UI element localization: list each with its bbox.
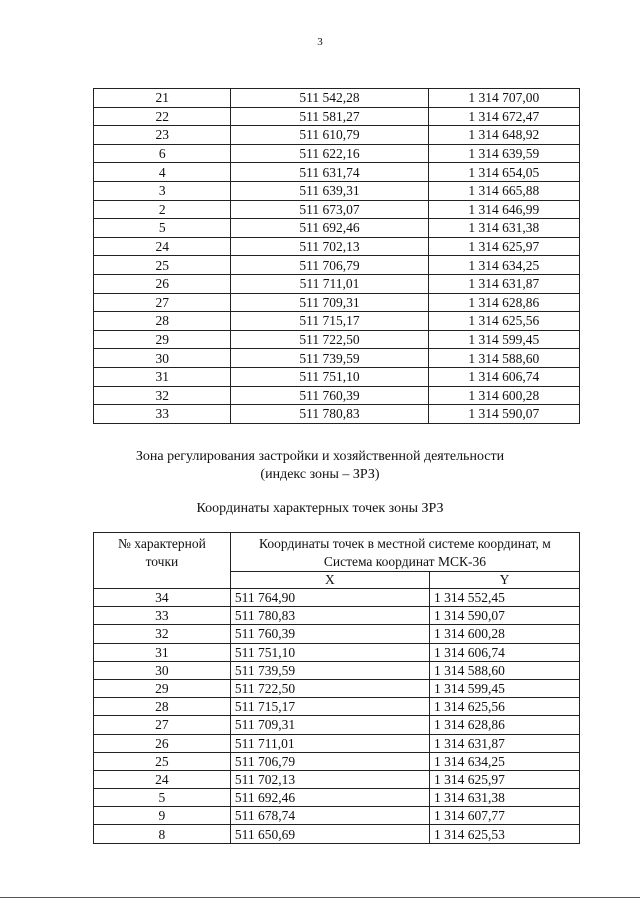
table-row: [94, 589, 580, 607]
point-number-cell: 9: [94, 807, 231, 825]
point-number-cell: 31: [94, 367, 231, 386]
table-row: [94, 181, 580, 200]
table-row: [94, 237, 580, 256]
table-row: [94, 126, 580, 145]
point-number-cell: 29: [94, 679, 231, 697]
table-row: [94, 200, 580, 219]
point-number-cell: 32: [94, 386, 231, 405]
x-coordinate-cell: 511 715,17: [231, 312, 428, 331]
point-number-cell: 29: [94, 330, 231, 349]
table-row: [94, 312, 580, 331]
point-number-cell: 27: [94, 716, 231, 734]
table-row: [94, 367, 580, 386]
point-number-cell: 3: [94, 181, 231, 200]
point-number-cell: 33: [94, 607, 231, 625]
y-coordinate-cell: 1 314 707,00: [428, 89, 579, 108]
x-coordinate-cell: 511 722,50: [231, 330, 428, 349]
point-number-cell: 34: [94, 589, 231, 607]
point-number-cell: 4: [94, 163, 231, 182]
y-coordinate-cell: 1 314 590,07: [429, 607, 579, 625]
x-coordinate-cell: 511 706,79: [230, 752, 429, 770]
table-row: [94, 734, 580, 752]
table-row: [94, 330, 580, 349]
coordinates-title: Координаты характерных точек зоны ЗРЗ: [196, 501, 444, 516]
x-coordinate-cell: 511 631,74: [231, 163, 428, 182]
table-row: [94, 825, 580, 843]
y-coordinate-cell: 1 314 631,87: [428, 274, 579, 293]
x-coordinate-cell: 511 709,31: [230, 716, 429, 734]
point-number-cell: 5: [94, 789, 231, 807]
table-row: [94, 661, 580, 679]
point-number-cell: 26: [94, 734, 231, 752]
header-coordinates: [230, 533, 579, 572]
point-number-cell: 33: [94, 405, 231, 424]
point-number-cell: 23: [94, 126, 231, 145]
x-coordinate-cell: 511 639,31: [231, 181, 428, 200]
table-row: [94, 386, 580, 405]
x-coordinate-cell: 511 542,28: [231, 89, 428, 108]
y-coordinate-cell: 1 314 631,87: [429, 734, 579, 752]
point-number-cell: 31: [94, 643, 231, 661]
y-coordinate-cell: 1 314 665,88: [428, 181, 579, 200]
x-coordinate-cell: 511 760,39: [231, 386, 428, 405]
y-coordinate-cell: 1 314 648,92: [428, 126, 579, 145]
y-coordinate-cell: 1 314 654,05: [428, 163, 579, 182]
y-coordinate-cell: 1 314 631,38: [429, 789, 579, 807]
point-number-cell: 28: [94, 312, 231, 331]
x-coordinate-cell: 511 760,39: [230, 625, 429, 643]
point-number-cell: 24: [94, 770, 231, 788]
zone-title: Зона регулирования застройки и хозяйственной деятельности: [135, 449, 505, 464]
coordinates-table-continued: [93, 88, 580, 424]
y-coordinate-cell: 1 314 600,28: [429, 625, 579, 643]
point-number-cell: 21: [94, 89, 231, 108]
x-coordinate-cell: 511 711,01: [231, 274, 428, 293]
x-coordinate-cell: 511 751,10: [230, 643, 429, 661]
y-coordinate-cell: 1 314 631,38: [428, 219, 579, 238]
x-coordinate-cell: 511 739,59: [230, 661, 429, 679]
table-row: [94, 274, 580, 293]
table-row: [94, 405, 580, 424]
table-row: [94, 789, 580, 807]
point-number-cell: 26: [94, 274, 231, 293]
table-row: [94, 607, 580, 625]
x-coordinate-cell: 511 581,27: [231, 107, 428, 126]
table-row: [94, 698, 580, 716]
y-coordinate-cell: 1 314 628,86: [428, 293, 579, 312]
y-coordinate-cell: 1 314 606,74: [428, 367, 579, 386]
y-coordinate-cell: 1 314 625,97: [428, 237, 579, 256]
table2-header-row: [94, 533, 580, 572]
x-coordinate-cell: 511 709,31: [231, 293, 428, 312]
x-coordinate-cell: 511 739,59: [231, 349, 428, 368]
x-coordinate-cell: 511 678,74: [230, 807, 429, 825]
point-number-cell: 25: [94, 256, 231, 275]
y-coordinate-cell: 1 314 588,60: [429, 661, 579, 679]
table-row: [94, 625, 580, 643]
point-number-cell: 27: [94, 293, 231, 312]
point-number-cell: 30: [94, 349, 231, 368]
x-coordinate-cell: 511 650,69: [230, 825, 429, 843]
x-coordinate-cell: 511 711,01: [230, 734, 429, 752]
header-point-line2: точки: [145, 554, 179, 569]
table-row: [94, 163, 580, 182]
table-row: [94, 643, 580, 661]
y-coordinate-cell: 1 314 625,53: [429, 825, 579, 843]
x-coordinate-cell: 511 702,13: [230, 770, 429, 788]
x-coordinate-cell: 511 715,17: [230, 698, 429, 716]
x-coordinate-cell: 511 692,46: [230, 789, 429, 807]
y-coordinate-cell: 1 314 672,47: [428, 107, 579, 126]
table-row: [94, 807, 580, 825]
header-y: Y: [429, 572, 579, 589]
x-coordinate-cell: 511 610,79: [231, 126, 428, 145]
header-point-number: [94, 533, 231, 589]
x-coordinate-cell: 511 722,50: [230, 679, 429, 697]
table-row: [94, 144, 580, 163]
header-x: X: [230, 572, 429, 589]
y-coordinate-cell: 1 314 634,25: [428, 256, 579, 275]
x-coordinate-cell: 511 692,46: [231, 219, 428, 238]
y-coordinate-cell: 1 314 606,74: [429, 643, 579, 661]
y-coordinate-cell: 1 314 625,56: [429, 698, 579, 716]
point-number-cell: 30: [94, 661, 231, 679]
table1-body: [94, 89, 580, 424]
point-number-cell: 8: [94, 825, 231, 843]
y-coordinate-cell: 1 314 625,56: [428, 312, 579, 331]
table-row: [94, 770, 580, 788]
table-row: [94, 716, 580, 734]
y-coordinate-cell: 1 314 600,28: [428, 386, 579, 405]
table2-body: [94, 589, 580, 844]
zone-index: (индекс зоны – ЗРЗ): [260, 467, 380, 482]
point-number-cell: 32: [94, 625, 231, 643]
footer-divider: [0, 897, 640, 898]
x-coordinate-cell: 511 780,83: [230, 607, 429, 625]
header-coords-line1: Координаты точек в местной системе координат, м: [259, 536, 551, 551]
x-coordinate-cell: 511 764,90: [230, 589, 429, 607]
header-point-line1: № характерной: [118, 536, 206, 551]
table-row: [94, 752, 580, 770]
table-row: [94, 219, 580, 238]
x-coordinate-cell: 511 751,10: [231, 367, 428, 386]
table-row: [94, 349, 580, 368]
y-coordinate-cell: 1 314 599,45: [429, 679, 579, 697]
y-coordinate-cell: 1 314 607,77: [429, 807, 579, 825]
point-number-cell: 22: [94, 107, 231, 126]
table-row: [94, 293, 580, 312]
table-row: [94, 107, 580, 126]
point-number-cell: 25: [94, 752, 231, 770]
y-coordinate-cell: 1 314 634,25: [429, 752, 579, 770]
y-coordinate-cell: 1 314 588,60: [428, 349, 579, 368]
header-coords-line2: Система координат МСК-36: [323, 554, 486, 569]
page-number: 3: [317, 36, 323, 48]
y-coordinate-cell: 1 314 646,99: [428, 200, 579, 219]
table-row: [94, 679, 580, 697]
y-coordinate-cell: 1 314 552,45: [429, 589, 579, 607]
point-number-cell: 24: [94, 237, 231, 256]
y-coordinate-cell: 1 314 590,07: [428, 405, 579, 424]
table-row: [94, 89, 580, 108]
point-number-cell: 28: [94, 698, 231, 716]
x-coordinate-cell: 511 780,83: [231, 405, 428, 424]
table-row: [94, 256, 580, 275]
x-coordinate-cell: 511 673,07: [231, 200, 428, 219]
point-number-cell: 2: [94, 200, 231, 219]
y-coordinate-cell: 1 314 599,45: [428, 330, 579, 349]
point-number-cell: 6: [94, 144, 231, 163]
x-coordinate-cell: 511 706,79: [231, 256, 428, 275]
zrz-coordinates-table: [93, 532, 580, 844]
y-coordinate-cell: 1 314 625,97: [429, 770, 579, 788]
x-coordinate-cell: 511 702,13: [231, 237, 428, 256]
table2-header: [94, 533, 580, 589]
x-coordinate-cell: 511 622,16: [231, 144, 428, 163]
y-coordinate-cell: 1 314 639,59: [428, 144, 579, 163]
point-number-cell: 5: [94, 219, 231, 238]
y-coordinate-cell: 1 314 628,86: [429, 716, 579, 734]
